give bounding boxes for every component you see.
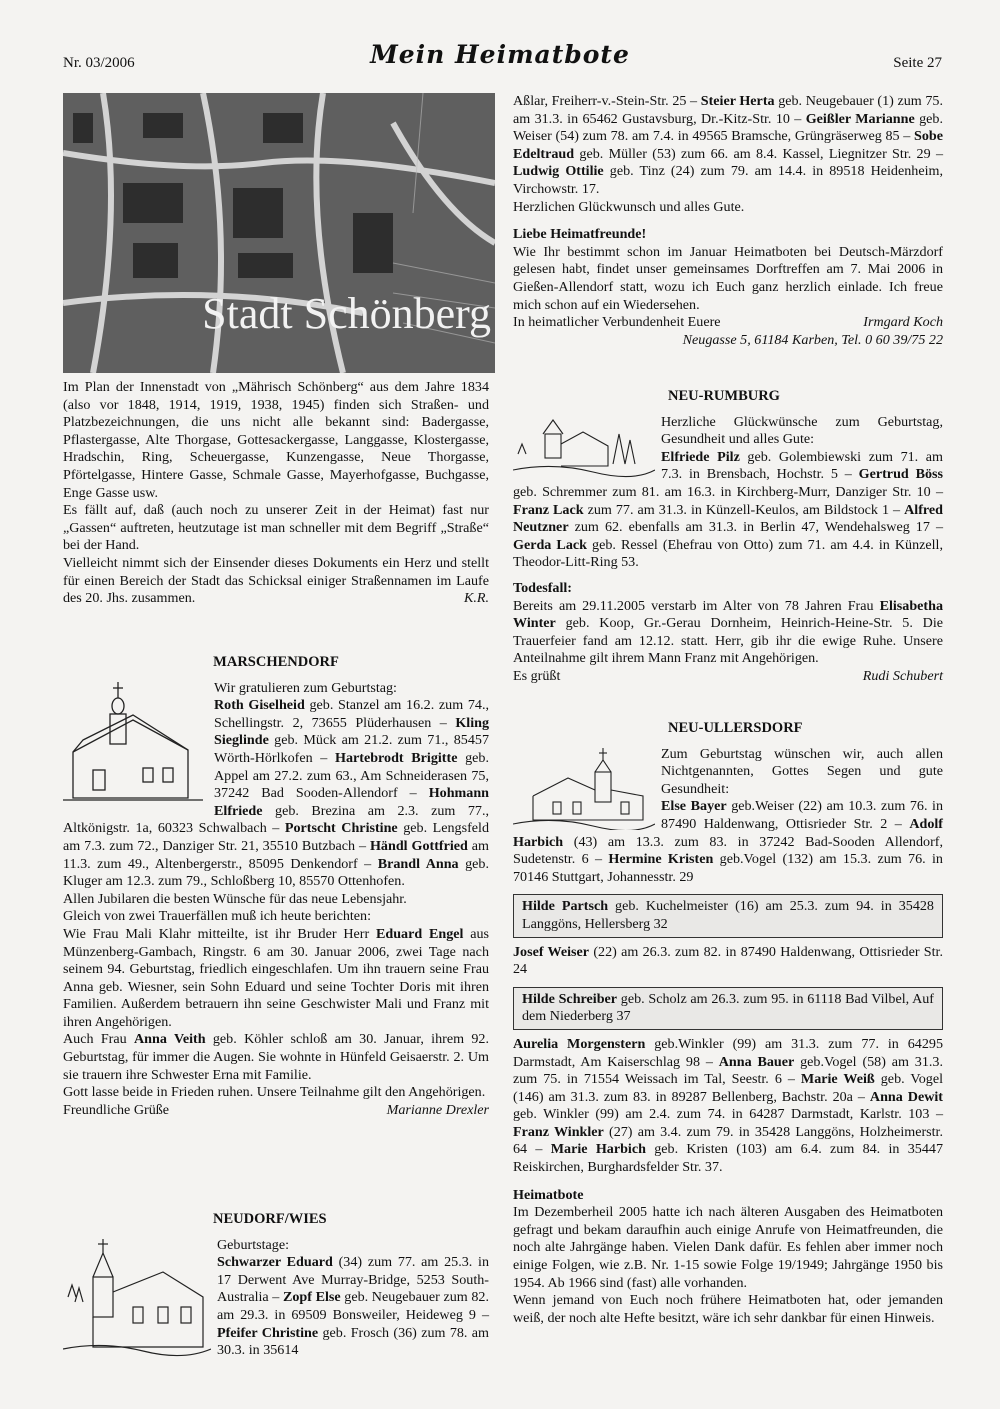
paragraph: Wie Frau Mali Klahr mitteilte, ist ihr Bruder Herr Eduard Engel aus Münzenberg-Gambach, Ringstr. 6 am 30. Januar 2006, zwei Tage nach seinem 94. Geburtstag, friedlich eingeschlafen. Um ihn trauern seine Frau Anna geb. Wiesner, sein Sohn Eduard und seine Tochter Doris mit ihren Familien. Außerdem betrauern ihn seine Geschwister Mali und Franz mit ihren Angehörigen. [63,925,489,1030]
name: Gerda Lack [513,536,587,553]
name: Portscht Christine [284,820,398,837]
paragraph: Allen Jubilaren die besten Wünsche für das neue Lebensjahr. [63,890,407,907]
paragraph: Bereits am 29.11.2005 verstarb im Alter von 78 Jahren Frau Elisabetha Winter geb. Koop, Gr.-Gerau Dornheim, Heinrich-Heine-Str. 5. Die Trauerfeier fand am 12.12. statt. Herr, gib ihr die ewige Ruhe. Unsere Anteilnahme gilt ihrem Mann Franz mit Angehörigen. [513,597,943,667]
page-number: Seite 27 [893,55,942,71]
name: Zopf Else [282,1289,341,1306]
chapel-illustration-icon [63,1237,211,1359]
map-title: Stadt Schönberg [202,289,491,338]
name: Adolf Harbich [513,815,943,850]
name: Josef Weiser [513,943,590,960]
highlight-box: Hilde Schreiber geb. Scholz am 26.3. zum 95. in 61118 Bad Vilbel, Auf dem Niederberg 37 [513,987,943,1030]
paragraph: Josef Weiser (22) am 26.3. zum 82. in 87490 Haldenwang, Ottisrieder Str. 24 [513,943,944,978]
intro-paragraph: Im Plan der Innenstadt von „Mährisch Schönberg“ aus dem Jahre 1834 (also vor 1848, 1914, 1919, 1938, 1945) finden sich Straßen- und Platzbezeichnungen, die uns nicht alle bekannt sind: Badergasse, Pflastergasse, Alte Thorgase, Gottesackergasse, Langgasse, Klostergasse, Hradschin, Ring, Scheuergasse, Kunzengasse, Neue Thorgasse, Pförtelgasse, Hintere Gasse, Schmale Gasse, Mayerhofgasse, Buchgasse, Enge Gasse usw. [63,379,489,501]
name: Else Bayer [661,798,727,815]
name: Händl Gottfried [369,837,468,854]
name: Gertrud Böss [858,466,943,483]
section-title: Todesfall: [513,579,572,596]
section-title: NEU-ULLERSDORF [668,720,803,736]
name: Brandl Anna [377,855,459,872]
name: Hohmann Elfriede [214,785,489,819]
name: Elisabetha Winter [513,597,943,632]
name: Alfred Neutzner [513,501,944,536]
name: Sobe Edeltraud [513,128,943,162]
name: Hilde Partsch [522,898,609,915]
name: Roth Giselheid [214,697,305,714]
highlight-box: Hilde Partsch geb. Kuchelmeister (16) am 25.3. zum 94. in 35428 Langgöns, Hellersberg 32 [513,894,943,937]
name: Marie Weiß [800,1071,875,1088]
name: Pfeifer Christine [217,1324,319,1341]
section-title: Heimatbote [513,1186,584,1203]
section-title: MARSCHENDORF [213,654,339,670]
signature-line: Freundliche Grüße Marianne Drexler [63,1101,489,1118]
paragraph: Herzlichen Glückwunsch und alles Gute. [513,198,745,215]
address: Neugasse 5, 61184 Karben, Tel. 0 60 39/75 22 [682,331,943,348]
neudorf-section: NEUDORF/WIES Geburtstage: Schwarzer Eduard (34) zum 77. am 25.3. in 17 Derwent Ave Murray-Bridge, 5253 South-Australia – Zopf Else geb. Neugebauer zum 82. am 29.3. in 69509 Bonsweiler, Heideweg 9 – Pfeifer Christine geb. Frosch (36) zum 78. am 30.3. in 35614 [63,1211,489,1361]
section-title: NEU-RUMBURG [668,388,780,404]
name: Anna Veith [134,1031,206,1048]
name: Marie Harbich [550,1141,646,1158]
name: Ludwig Ottilie [513,163,604,180]
name: Anna Bauer [718,1053,795,1070]
name: Franz Winkler [513,1123,604,1140]
issue-number: Nr. 03/2006 [63,55,135,71]
neuullersdorf-section: NEU-ULLERSDORF Zum Geburtstag wünschen wir, auch allen Nichtgenannten, Gottes Segen und gute Gesundheit: Else Bayer geb.Weiser (22) am 10.3. zum 76. in 87490 Haldenwang, Ottisrieder Str. 2 – Adolf Harbich (43) am 13.3. zum 83. in 37242 Bad-Sooden Allendorf, Sudetenstr. 6 – Hermine Kristen geb.Vogel (132) am 15.3. zum 76. in 70146 Stuttgart, Johannesstr. 29 Hilde Partsch geb. Kuchelmeister (16) am 25.3. zum 94. in 35428 Langgöns, Hellersberg 32 Josef Weiser (22) am 26.3. zum 82. in 87490 Haldenwang, Ottisrieder Str. 24 Hilde Schreiber geb. Scholz am 26.3. zum 95. in 61118 Bad Vilbel, Auf dem Niederberg 37 Aurelia Morgenstern geb.Winkler (99) am 31.3. zum 77. in 64295 Darmstadt, Am Kaiserschlag 98 – Anna Bauer geb.Vogel (58) am 31.3. zum 75. in 71554 Weissach im Tal, Seestr. 6 – Marie Weiß geb. Vogel (146) am 31.3. zum 83. in 89287 Bellenberg, Bachstr. 20a – Anna Dewit geb. Winkler (99) am 2.4. zum 74. in 64287 Darmstadt, Karlstr. 103 – Franz Winkler (27) am 3.4. zum 79. in 35428 Langgöns, Holzheimerstr. 64 – Marie Harbich geb. Kristen (103) am 6.4. zum 84. in 35447 Reiskirchen, Burghardsfelder Str. 37. Heimatbote Im Dezemberheil 2005 hatte ich nach älteren Ausgaben des Heimatboten gefragt und bekam daraufhin auch einige Anrufe von Heimatfreunden, die noch alte Jahrgänge haben. Vielen Dank dafür. Es fehlen aber immer noch einige Folgen, wie z.B. Nr. 1-15 sowie Folge 19/1949; Jahrgänge 1950 bis 1954. Ab 1966 sind (fast) alle vorhanden. Wenn jemand von Euch noch frühere Heimatboten hat, oder jemanden weiß, der noch alte Hefte besitzt, wäre ich sehr dankbar für einen Hinweis. [513,720,944,1326]
signature-line: Es grüßt Rudi Schubert [513,667,943,684]
name: Steier Herta [700,93,775,109]
village-church-illustration-icon [513,414,655,478]
right-top-section: Aßlar, Freiherr-v.-Stein-Str. 25 – Steier Herta geb. Neugebauer (1) zum 75. am 31.3. in 65462 Gustavsburg, Dr.-Kitz-Str. 10 – Geißler Marianne geb. Weiser (54) zum 78. am 7.4. in 49565 Bramsche, Grüngräserweg 85 – Sobe Edeltraud geb. Müller (53) zum 66. am 8.4. Kassel, Liegnitzer Str. 29 – Ludwig Ottilie geb. Tinz (24) zum 79. am 14.4. in 89518 Heidenheim, Virchowstr. 17. Herzlichen Glückwunsch und alles Gute. Liebe Heimatfreunde! Wie Ihr bestimmt schon im Januar Heimatboten bei Deutsch-Märzdorf gelesen habt, findet unser gemeinsames Dorftreffen am 7. Mai 2006 in Gießen-Allendorf statt, wozu ich Euch ganz herzlich einlade. Ich freue mich schon auf ein Wiedersehen. In heimatlicher Verbundenheit Euere Irmgard Koch Neugasse 5, 61184 Karben, Tel. 0 60 39/75 22 [513,93,944,348]
name: Franz Lack [513,501,584,518]
neurumburg-section: NEU-RUMBURG Herzliche Glückwünsche zum Geburtstag, Gesundheit und alles Gute: Elfriede Pilz geb. Golembiewski zum 71. am 7.3. in Brensbach, Hochstr. 5 – Gertrud Böss geb. Schremmer zum 81. am 16.3. in Kirchberg-Murr, Danziger Str. 10 – Franz Lack zum 77. am 31.3. in Künzell-Keulos, am Bildstock 1 – Alfred Neutzner zum 62. ebenfalls am 31.3. in Berlin 47, Wendehalsweg 17 – Gerda Lack geb. Ressel (Ehefrau von Otto) zum 71. am 4.4. in Künzell, Theodor-Litt-Ring 53. Todesfall: Bereits am 29.11.2005 verstarb im Alter von 78 Jahren Frau Elisabetha Winter geb. Koop, Gr.-Gerau Dornheim, Heinrich-Heine-Str. 5. Die Trauerfeier fand am 12.12. statt. Herr, gib ihr die ewige Ruhe. Unsere Anteilnahme gilt ihrem Mann Franz mit Angehörigen. Es grüßt Rudi Schubert [513,388,944,684]
name: Elfriede Pilz [661,448,740,465]
intro-paragraph: Es fällt auf, daß (auch noch zu unserer Zeit in der Heimat) fast nur „Gassen“ auftreten, heutzutage ist man schneller mit dem Begriff „Straße“ bei der Hand. [63,502,489,554]
name: Hilde Schreiber [522,990,618,1007]
paragraph: Aurelia Morgenstern geb.Winkler (99) am 31.3. zum 77. in 64295 Darmstadt, Am Kaiserschlag 98 – Anna Bauer geb.Vogel (58) am 31.3. zum 75. in 71554 Weissach im Tal, Seestr. 6 – Marie Weiß geb. Vogel (146) am 31.3. zum 83. in 89287 Bellenberg, Bachstr. 20a – Anna Dewit geb. Winkler (99) am 2.4. zum 74. in 64287 Darmstadt, Karlstr. 103 – Franz Winkler (27) am 3.4. zum 79. in 35428 Langgöns, Holzheimerstr. 64 – Marie Harbich geb. Kristen (103) am 6.4. zum 84. in 35447 Reiskirchen, Burghardsfelder Str. 37. [513,1035,944,1176]
section-title: Liebe Heimatfreunde! [513,226,647,243]
paragraph: Gleich von zwei Trauerfällen muß ich heute berichten: [63,908,372,925]
marschendorf-section: MARSCHENDORF Wir gratulieren zum Geburtstag: Roth Giselheid geb. Stanzel am 16.2. zum 74., Schellingstr. 2, 73655 Plüderhausen – Kling Sieglinde geb. Mück am 21.2. zum 71., 85457 Wörth-Hörlkofen – Hartebrodt Brigitte geb. Appel am 27.2. zum 63., Am Schneiderasen 75, 37242 Bad Sooden-Allendorf – Hohmann Elfriede geb. Brezina am 2.3. zum 77., Altkönigstr. 1a, 60323 Schwalbach – Portscht Christine geb. Lengsfeld am 7.3. zum 72., Danziger Str. 21, 35510 Butzbach – Händl Gottfried am 11.3. zum 49., Altenbergerstr., 85095 Denkendorf – Brandl Anna geb. Kluger am 12.3. zum 79., Schloßberg 10, 85570 Ottenhofen. Allen Jubilaren die besten Wünsche für das neue Lebensjahr. Gleich von zwei Trauerfällen muß ich heute berichten: Wie Frau Mali Klahr mitteilte, ist ihr Bruder Herr Eduard Engel aus Münzenberg-Gambach, Ringstr. 6 am 30. Januar 2006, zwei Tage nach seinem 94. Geburtstag, friedlich eingeschlafen. Um ihn trauern seine Frau Anna geb. Wiesner, sein Sohn Eduard und seine Tochter Doris mit ihren Familien. Außerdem betrauern ihn seine Geschwister Mali und Franz mit ihren Angehörigen. Auch Frau Anna Veith geb. Köhler schloß am 30. Januar, ihrem 92. Geburtstag, für immer die Augen. Sie wohnte in Hünfeld Geisaerstr. 2. Um sie trauern ihre Schwester Erna mit Familie. Gott lasse beide in Frieden ruhen. Unsere Teilnahme gilt den Angehörigen. Freundliche Grüße Marianne Drexler [63,654,490,1118]
name: Hermine Kristen [608,851,714,868]
intro-paragraph: Vielleicht nimmt sich der Einsender dieses Dokuments ein Herz und stellt für einen Bereich der Stadt das Schicksal einiger Straßennamen im Laufe des 20. Jhs. zusammen. K.R. [63,554,489,607]
name: Kling Sieglinde [214,714,489,749]
paragraph: Gott lasse beide in Frieden ruhen. Unsere Teilnahme gilt den Angehörigen. [63,1084,486,1101]
paragraph: Wenn jemand von Euch noch frühere Heimatboten hat, oder jemanden weiß, der noch alte Hefte besitzt, wäre ich sehr dankbar für einen Hinweis. [513,1292,943,1326]
paragraph: Im Dezemberheil 2005 hatte ich nach älteren Ausgaben des Heimatboten gefragt und bekam daraufhin auch einige Anrufe von Heimatfreunden, die noch alte Jahrgänge haben. Vielen Dank dafür. Es fehlen aber immer noch einige Folgen, wie z.B. Nr. 1-15 sowie Folge 19/1949; Jahrgänge 1950 bis 1954. Ab 1966 sind (fast) alle vorhanden. [513,1204,943,1291]
masthead: Mein Heimatbote [370,40,630,69]
chapel-illustration-icon [513,746,655,830]
paragraph: Wie Ihr bestimmt schon im Januar Heimatboten bei Deutsch-Märzdorf gelesen habt, findet unser gemeinsames Dorftreffen am 7. Mai 2006 in Gießen-Allendorf statt, wozu ich Euch ganz herzlich einlade. Ich freue mich schon auf ein Wiedersehen. [513,243,943,313]
signature-line: In heimatlicher Verbundenheit Euere Irmgard Koch [513,314,943,331]
name: Anna Dewit [869,1088,943,1105]
intro-signature: K.R. [463,590,489,607]
name: Geißler Marianne [805,110,915,127]
name: Schwarzer Eduard [217,1254,333,1271]
intro-article [63,379,489,608]
name: Hartebrodt Brigitte [334,749,458,766]
section-title: NEUDORF/WIES [213,1211,327,1227]
church-illustration-icon [63,680,208,808]
paragraph: Auch Frau Anna Veith geb. Köhler schloß am 30. Januar, ihrem 92. Geburtstag, für immer die Augen. Sie wohnte in Hünfeld Geisaerstr. 2. Um sie trauern ihre Schwester Erna mit Familie. [63,1031,489,1083]
name: Eduard Engel [375,925,464,942]
town-map-image [63,93,495,373]
name: Aurelia Morgenstern [513,1035,646,1052]
